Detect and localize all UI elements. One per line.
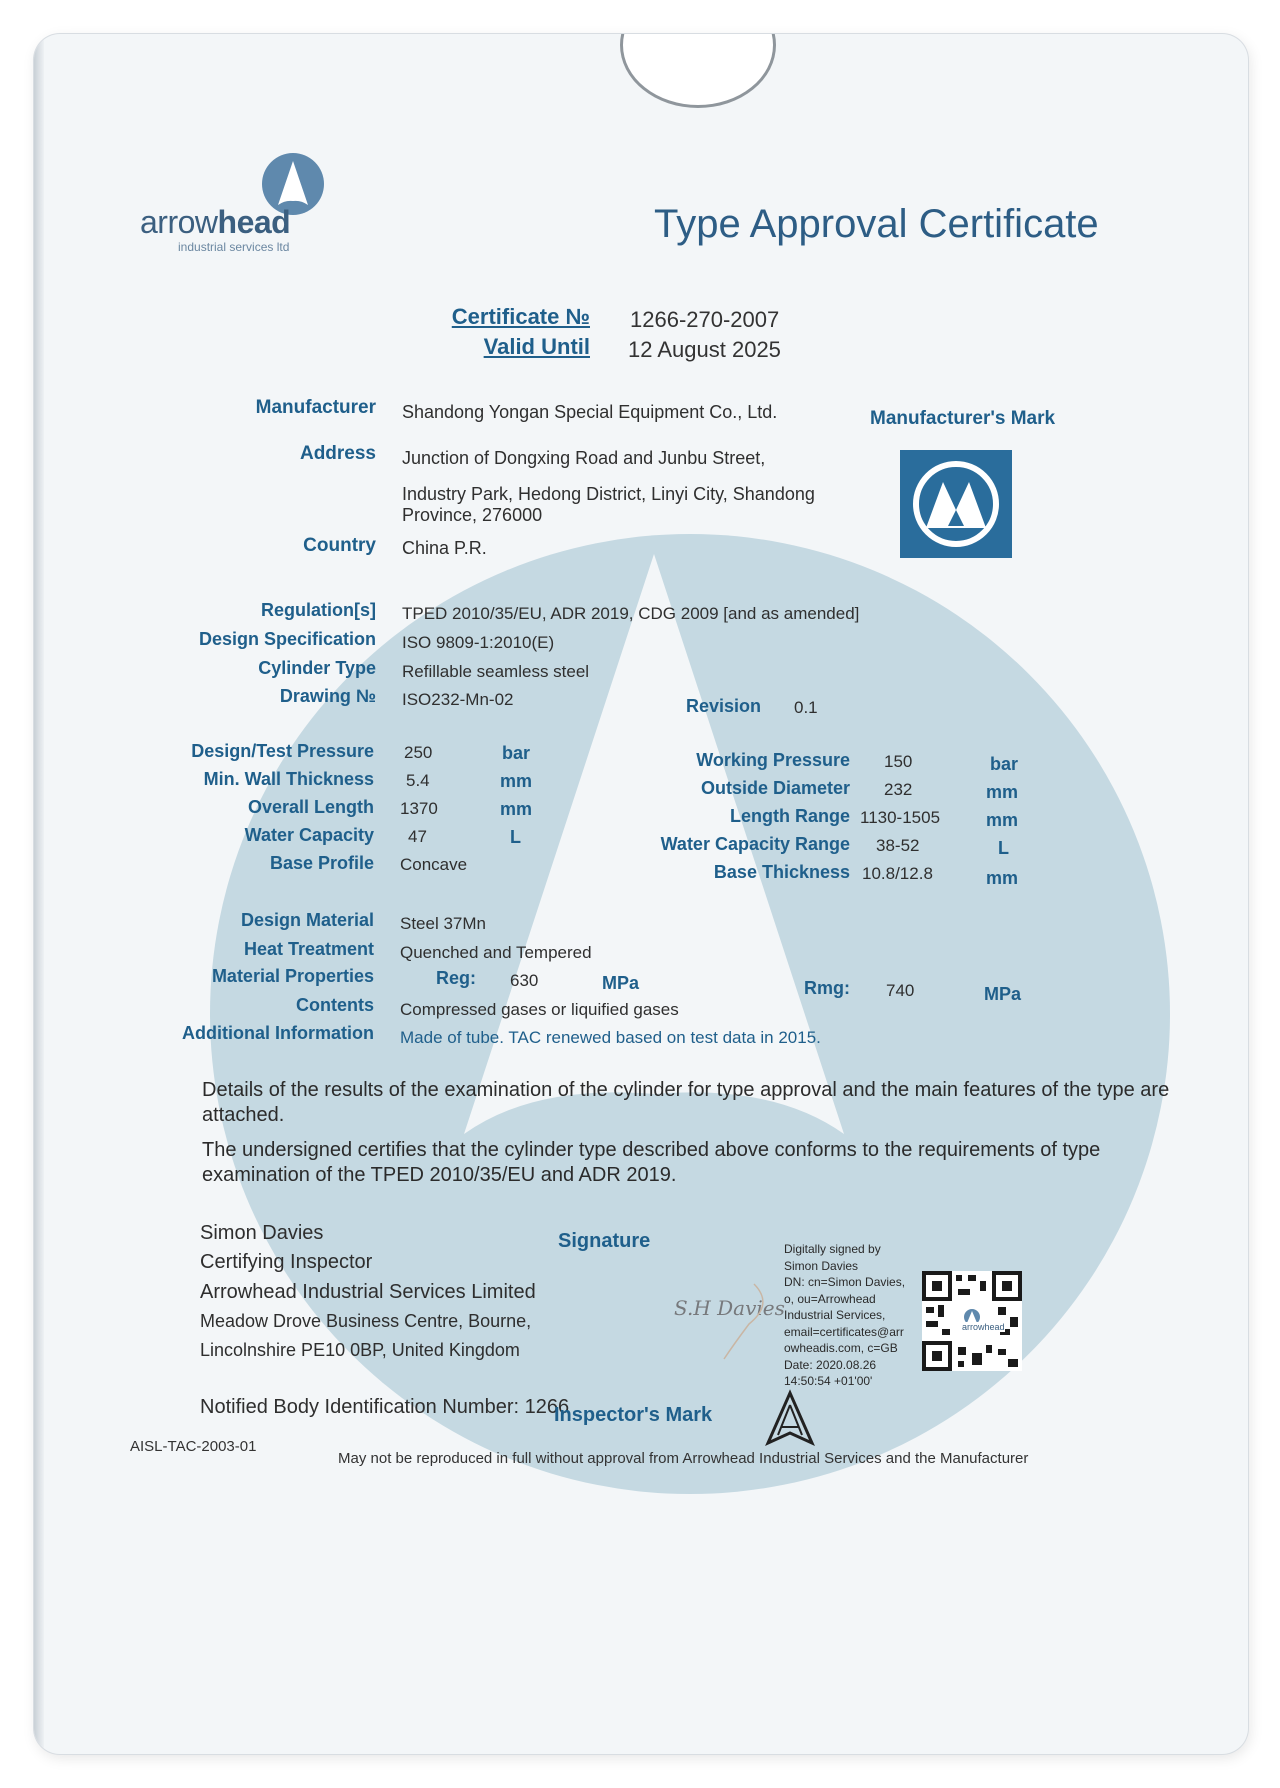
design-spec-label: Design Specification — [198, 629, 376, 649]
param-row: Working Pressure 150 bar — [696, 750, 1019, 774]
valid-until-label: Valid Until — [483, 334, 590, 359]
param-row: Length Range 1130-1505 mm — [730, 806, 1019, 830]
material-properties-label: Material Properties — [211, 966, 374, 986]
additional-info-value: Made of tube. TAC renewed based on test data in 2015. — [400, 1028, 821, 1047]
examination-paragraph: Details of the results of the examination of the cylinder for type approval and the main features of the type are attached. — [202, 1079, 1170, 1126]
param-row: Outside Diameter 232 mm — [700, 778, 1019, 802]
regulation-label: Regulation[s] — [261, 600, 376, 620]
heat-treatment-value: Quenched and Tempered — [400, 943, 592, 962]
param-row: Design/Test Pressure 250 bar — [191, 741, 531, 763]
inspectors-mark-label: Inspector's Mark — [554, 1404, 713, 1426]
inspector-name: Simon Davies — [200, 1222, 324, 1244]
drawing-number-label: Drawing № — [279, 686, 376, 706]
param-row: Water Capacity 47 L — [244, 825, 521, 847]
brand-name: arrowhead — [140, 204, 291, 240]
design-spec-value: ISO 9809-1:2010(E) — [402, 633, 555, 652]
param-row: Min. Wall Thickness 5.4 mm — [203, 769, 533, 791]
heat-treatment-label: Heat Treatment — [243, 939, 374, 959]
country-label: Country — [303, 535, 376, 556]
brand-tagline: industrial services ltd — [178, 240, 290, 254]
address-label: Address — [299, 443, 376, 464]
rmg-unit: MPa — [984, 984, 1022, 1004]
handwritten-signature: S.H Davies — [674, 1296, 785, 1320]
contents-value: Compressed gases or liquified gases — [400, 1000, 679, 1019]
certification-paragraph: The undersigned certifies that the cylinder type described above conforms to the requirements of type examination of the TPED 2010/35/EU and ADR 2019. — [202, 1139, 1101, 1186]
inspector-company: Arrowhead Industrial Services Limited — [200, 1281, 536, 1303]
drawing-number-value: ISO232-Mn-02 — [402, 690, 514, 709]
param-row: Overall Length 1370 mm — [247, 797, 533, 819]
qr-code-icon[interactable] — [922, 1271, 1022, 1371]
right-parameters — [594, 750, 1234, 890]
additional-info-label: Additional Information — [182, 1023, 374, 1043]
cylinder-type-label: Cylinder Type — [258, 658, 376, 678]
cylinder-type-value: Refillable seamless steel — [402, 662, 590, 681]
param-row: Base Thickness 10.8/12.8 mm — [713, 862, 1019, 888]
certificate-number: 1266-270-2007 — [630, 307, 780, 332]
address-line-2: Industry Park, Hedong District, Linyi City, Shandong — [402, 484, 815, 504]
revision-value: 0.1 — [794, 698, 818, 717]
inspector-mark-icon — [762, 1389, 818, 1447]
address-line-1: Junction of Dongxing Road and Junbu Street, — [402, 448, 766, 468]
signature-label: Signature — [558, 1230, 651, 1252]
design-material-label: Design Material — [240, 910, 374, 930]
inspector-address-2: Lincolnshire PE10 0BP, United Kingdom — [200, 1340, 520, 1360]
inspector-role: Certifying Inspector — [200, 1251, 373, 1273]
param-row: Water Capacity Range 38-52 L — [660, 834, 1009, 858]
arrowhead-watermark — [34, 34, 1248, 1754]
revision-label: Revision — [686, 696, 762, 716]
signature-stroke-icon — [714, 1274, 784, 1364]
reg-unit: MPa — [602, 973, 640, 993]
reg-value: 630 — [510, 971, 539, 990]
notified-body-number: Notified Body Identification Number: 1266 — [200, 1396, 570, 1418]
reg-label: Reg: — [436, 968, 476, 988]
qr-caption: arrowhead — [962, 1322, 1005, 1332]
rmg-value: 740 — [886, 981, 915, 1000]
digital-signature-block: Digitally signed by Simon Davies DN: cn=Simon Davies, o, ou=Arrowhead Industrial Services, email=certificates@arr owheadis.com, c=GB Date: 2020.08.26 14:50:54 +01'00' — [784, 1242, 906, 1388]
reproduction-notice: May not be reproduced in full without approval from Arrowhead Industrial Services and the Manufacturer — [338, 1450, 1029, 1467]
manufacturer-value: Shandong Yongan Special Equipment Co., Ltd. — [402, 402, 778, 422]
country-value: China P.R. — [402, 538, 487, 558]
certificate-number-label: Certificate № — [451, 304, 590, 329]
address-line-3: Province, 276000 — [402, 505, 543, 525]
param-row: Base Profile Concave — [269, 853, 468, 874]
manufacturers-mark-label: Manufacturer's Mark — [870, 408, 1056, 429]
certificate-sheet — [34, 34, 1248, 1754]
design-material-value: Steel 37Mn — [400, 914, 486, 933]
rmg-label: Rmg: — [804, 978, 850, 998]
inspector-address-1: Meadow Drove Business Centre, Bourne, — [200, 1311, 532, 1331]
document-title: Type Approval Certificate — [654, 202, 1099, 246]
valid-until-date: 12 August 2025 — [628, 337, 781, 362]
left-parameters — [134, 739, 564, 879]
regulation-value: TPED 2010/35/EU, ADR 2019, CDG 2009 [and as amended] — [402, 604, 860, 623]
manufacturer-mark-icon — [900, 450, 1012, 558]
manufacturer-label: Manufacturer — [255, 397, 376, 418]
form-code: AISL-TAC-2003-01 — [130, 1438, 257, 1455]
contents-label: Contents — [296, 995, 374, 1015]
